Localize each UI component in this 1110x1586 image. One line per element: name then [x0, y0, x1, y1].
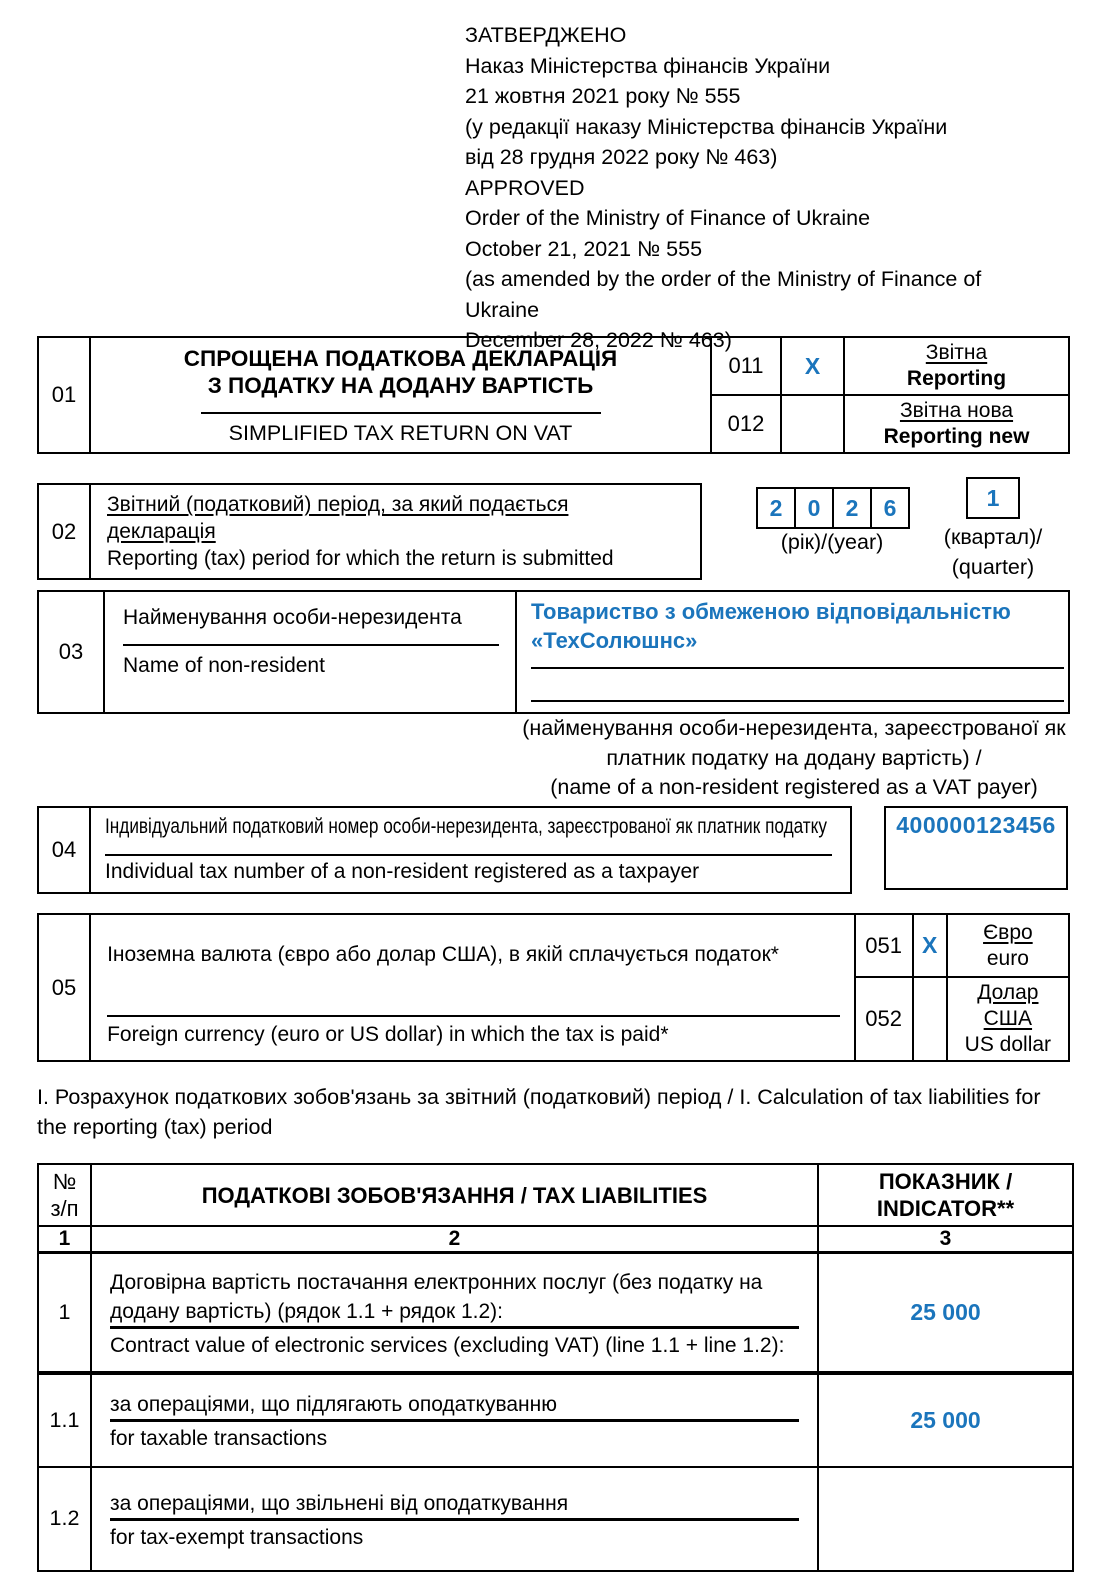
currency-label-ua: Іноземна валюта (євро або долар США), в якій сплачується податок* — [107, 942, 779, 966]
period-label-ua-line1: Звітний (податковий) період, за який подається — [107, 493, 569, 516]
col-header-zp: з/п — [50, 1196, 79, 1221]
row-1-divider — [110, 1326, 799, 1329]
label-reporting — [844, 337, 1069, 395]
box-04-number: 04 — [38, 807, 90, 893]
row-1-2-divider — [110, 1518, 799, 1521]
tax-number-label-ua: Індивідуальний податковий номер особи-нерезидента, зареєстрованої як платник податку — [105, 814, 827, 838]
row-1-2-number: 1.2 — [38, 1467, 91, 1571]
col-header-row-number — [38, 1164, 91, 1226]
row-1-1-value: 25 000 — [910, 1406, 981, 1433]
code-051: 051 — [855, 914, 913, 977]
header-line: ЗАТВЕРДЖЕНО — [465, 23, 627, 47]
col-number-1: 1 — [38, 1226, 91, 1253]
period-label-ua-line2: декларація — [107, 520, 216, 543]
col-number-2: 2 — [91, 1226, 818, 1253]
year-digit-4[interactable]: 6 — [871, 488, 909, 528]
label-reporting-ua: Звітна — [925, 341, 988, 364]
header-line: October 21, 2021 № 555 — [465, 236, 703, 261]
row-1-1-label-cell — [91, 1373, 818, 1467]
header-line: від 28 грудня 2022 року № 463) — [465, 145, 778, 169]
year-input — [756, 487, 910, 529]
quarter-input[interactable]: 1 — [966, 477, 1020, 519]
form-title-ua-line2: З ПОДАТКУ НА ДОДАНУ ВАРТІСТЬ — [207, 372, 594, 398]
row-1-2-label-cell — [91, 1467, 818, 1571]
name-value-blank-line-2 — [531, 700, 1064, 702]
name-footnote-line1: (найменування особи-нерезидента, зареєстрованої як — [522, 716, 1066, 740]
box-05-number: 05 — [38, 914, 90, 1061]
row-1-label-ua: Договірна вартість постачання електронних послуг (без податку на додану вартість) (рядок 1.1 + рядок 1.2): — [110, 1270, 763, 1323]
label-reporting-new-en: Reporting new — [883, 425, 1030, 448]
row-1-2-value-cell[interactable] — [818, 1467, 1073, 1571]
row-1-value-cell[interactable] — [818, 1253, 1073, 1373]
label-reporting-new — [844, 395, 1069, 453]
label-usd-en: US dollar — [964, 1033, 1052, 1056]
label-reporting-new-ua: Звітна нова — [899, 399, 1014, 422]
name-footnote — [520, 714, 1068, 803]
header-line: 21 жовтня 2021 року № 555 — [465, 84, 741, 108]
row-1-2-label-en: for tax-exempt transactions — [110, 1525, 364, 1549]
row-1-value: 25 000 — [910, 1298, 981, 1325]
tax-number-value-box[interactable] — [884, 806, 1068, 890]
table-row — [38, 1253, 1073, 1373]
tax-number-value: 400000123456 — [896, 812, 1056, 838]
row-1-number: 1 — [38, 1253, 91, 1373]
name-label-cell — [104, 591, 516, 713]
name-value-line1: Товариство з обмеженою відповідальністю — [531, 599, 1011, 624]
form-title-en: SIMPLIFIED TAX RETURN ON VAT — [228, 420, 573, 445]
checkbox-052-usd[interactable] — [913, 977, 947, 1061]
header-line: December 28, 2022 № 463) — [465, 328, 732, 352]
col-header-indicator — [818, 1164, 1073, 1226]
label-euro-ua: Євро — [983, 920, 1033, 944]
name-label-ua: Найменування особи-нерезидента — [123, 606, 462, 629]
checkbox-011-reporting[interactable]: X — [781, 337, 844, 395]
year-digit-3[interactable]: 2 — [833, 488, 871, 528]
col-number-3: 3 — [818, 1226, 1073, 1253]
checkbox-051-euro[interactable]: X — [913, 914, 947, 977]
row-1-1-value-cell[interactable] — [818, 1373, 1073, 1467]
row-1-label-en: Contract value of electronic services (excluding VAT) (line 1.1 + line 1.2): — [110, 1333, 785, 1357]
title-divider-line — [201, 412, 601, 414]
label-usd-ua: Долар США — [977, 981, 1039, 1030]
box-01-number: 01 — [38, 337, 90, 453]
header-line: (as amended by the order of the Ministry of Finance of — [465, 267, 982, 291]
code-052: 052 — [855, 977, 913, 1061]
row-1-1-label-en: for taxable transactions — [110, 1427, 328, 1450]
box-04-tax-number — [37, 806, 852, 894]
name-value-blank-line-1 — [531, 667, 1064, 669]
currency-label-cell — [90, 914, 854, 1061]
col-header-indicator-en: INDICATOR** — [876, 1196, 1015, 1221]
header-line: (у редакції наказу Міністерства фінансів України — [465, 114, 948, 139]
tax-number-divider — [105, 854, 832, 856]
quarter-caption — [930, 522, 1056, 582]
quarter-caption-ua: (квартал)/ — [943, 525, 1043, 549]
table-row — [38, 1373, 1073, 1467]
code-011: 011 — [711, 337, 781, 395]
period-label-en: Reporting (tax) period for which the return is submitted — [107, 547, 614, 570]
table-row — [38, 1467, 1073, 1571]
tax-number-label-cell — [90, 807, 851, 893]
year-digit-2[interactable]: 0 — [795, 488, 833, 528]
tax-number-label-en: Individual tax number of a non-resident registered as a taxpayer — [105, 860, 700, 883]
header-line: Наказ Міністерства фінансів України — [465, 53, 831, 78]
year-digit-1[interactable]: 2 — [757, 488, 795, 528]
name-label-en: Name of non-resident — [123, 654, 325, 677]
label-usd — [947, 977, 1069, 1061]
header-line: APPROVED — [465, 175, 585, 200]
quarter-caption-en: (quarter) — [951, 555, 1035, 579]
name-footnote-line3: (name of a non-resident registered as a VAT payer) — [550, 775, 1038, 799]
tax-liabilities-table — [37, 1163, 1074, 1572]
row-1-2-label-ua: за операціями, що звільнені від оподаткування — [110, 1491, 569, 1515]
row-1-1-number: 1.1 — [38, 1373, 91, 1467]
box-03-name — [37, 590, 1070, 714]
year-caption: (рік)/(year) — [780, 530, 884, 554]
name-value-line2: «ТехСолюшнс» — [531, 628, 698, 653]
name-value-cell[interactable] — [516, 591, 1069, 713]
checkbox-012-reporting-new[interactable] — [781, 395, 844, 453]
form-title-ua-line1: СПРОЩЕНА ПОДАТКОВА ДЕКЛАРАЦІЯ — [183, 345, 618, 371]
name-label-divider — [123, 644, 499, 646]
row-1-1-divider — [110, 1419, 799, 1422]
row-1-label-cell — [91, 1253, 818, 1373]
code-012: 012 — [711, 395, 781, 453]
currency-divider — [107, 1015, 839, 1017]
col-header-liabilities: ПОДАТКОВІ ЗОБОВ'ЯЗАННЯ / TAX LIABILITIES — [91, 1164, 818, 1226]
label-euro — [947, 914, 1069, 977]
box-05-currency — [37, 913, 1070, 1062]
box-02-period — [37, 483, 702, 580]
name-footnote-line2: платник податку на додану вартість) / — [606, 745, 982, 770]
header-line: Order of the Ministry of Finance of Ukraine — [465, 206, 871, 230]
box-03-number: 03 — [38, 591, 104, 713]
header-line: Ukraine — [465, 297, 540, 322]
label-euro-en: euro — [986, 946, 1029, 970]
period-label-cell — [90, 484, 701, 579]
col-header-no: № — [52, 1169, 77, 1194]
row-1-1-label-ua: за операціями, що підлягають оподаткуванню — [110, 1393, 557, 1416]
box-02-number: 02 — [38, 484, 90, 579]
form-title-cell — [90, 337, 711, 453]
section-1-heading: І. Розрахунок податкових зобов'язань за звітний (податковий) період / I. Calculation of tax liabilities for the reporting (tax) period — [37, 1085, 1041, 1139]
currency-label-en: Foreign currency (euro or US dollar) in which the tax is paid* — [107, 1022, 669, 1046]
approval-header — [465, 20, 1075, 356]
label-reporting-en: Reporting — [906, 367, 1007, 390]
box-01-title — [37, 336, 1070, 454]
col-header-indicator-ua: ПОКАЗНИК / — [878, 1169, 1013, 1194]
